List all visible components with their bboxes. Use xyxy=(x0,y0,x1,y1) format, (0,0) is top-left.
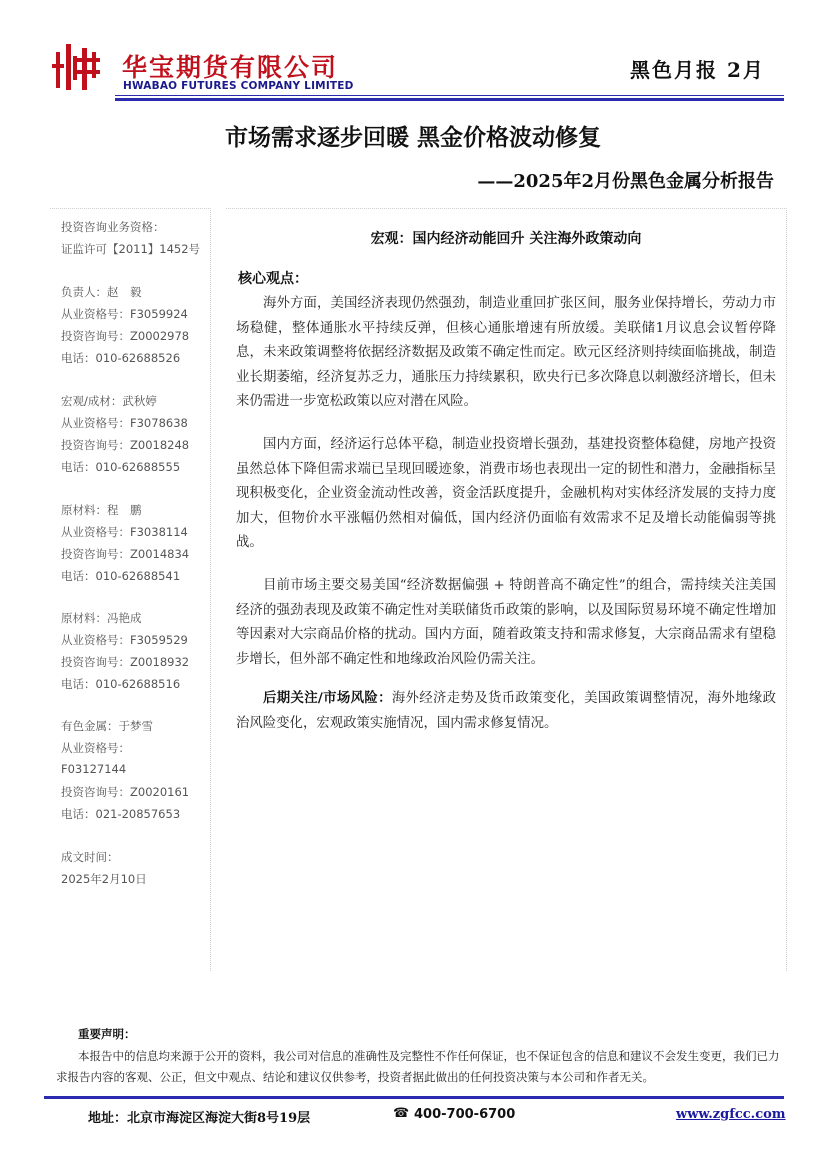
header-rule xyxy=(115,95,784,96)
contact-role: 宏观/成材：武秋婷 xyxy=(61,394,157,408)
contact-line: 电话：010-62688541 xyxy=(61,569,181,583)
contact-line: 从业资格号： xyxy=(61,741,130,755)
core-views-label: 核心观点： xyxy=(238,271,308,287)
contact-line: 电话：021-20857653 xyxy=(61,807,181,821)
contact-line: 电话：010-62688555 xyxy=(61,460,181,474)
footer-phone: 400-700-6700 xyxy=(414,1107,516,1122)
disclaimer-title: 重要声明： xyxy=(78,1027,136,1041)
date-value: 2025年2月10日 xyxy=(61,872,147,886)
paragraph: 国内方面，经济运行总体平稳，制造业投资增长强劲，基建投资整体稳健，房地产投资虽然总体下降但需求端已呈现回暖迹象，消费市场也表现出一定的韧性和潜力，金融指标呈现积极变化，企业资金流动性改善，资金活跃度提升，金融机构对实体经济发展的支持力度加大，但物价水平涨幅仍然相对偏低，国内经济仍面临有效需求不足及增长动能偏弱等挑战。 xyxy=(236,437,776,551)
contact-line: 电话：010-62688526 xyxy=(61,351,181,365)
license-label: 投资咨询业务资格： xyxy=(61,220,165,234)
contact-line: 投资咨询号：Z0002978 xyxy=(61,329,190,343)
contact-line: 从业资格号：F3078638 xyxy=(61,416,188,430)
page-title: 市场需求逐步回暖 黑金价格波动修复 xyxy=(224,124,601,151)
contact-line: F03127144 xyxy=(61,762,127,776)
contact-line: 投资咨询号：Z0018248 xyxy=(61,438,190,452)
paragraph: 目前市场主要交易美国“经济数据偏强 + 特朗普高不确定性”的组合，需持续关注美国经济的强劲表现及政策不确定性对美联储货币政策的影响，以及国际贸易环境不确定性增加等因素对大宗商品价格的扰动。国内方面，随着政策支持和需求修复，大宗商品需求有望稳步增长，但外部不确定性和地缘政治风险仍需关注。 xyxy=(236,578,776,667)
page-subtitle: ——2025年2月份黑色金属分析报告 xyxy=(477,171,774,192)
section-title: 宏观：国内经济动能回升 关注海外政策动向 xyxy=(370,231,642,247)
contact-line: 从业资格号：F3059924 xyxy=(61,307,188,321)
company-name-en: HWABAO FUTURES COMPANY LIMITED xyxy=(123,80,354,92)
telephone-icon: ☎ xyxy=(393,1106,410,1121)
paragraph: 海外方面，美国经济表现仍然强劲，制造业重回扩张区间，服务业保持增长，劳动力市场稳健，整体通胀水平持续反弹，但核心通胀增速有所放缓。美联储1月议息会议暂停降息，未来政策调整将依据经济数据及政策不确定性而定。欧元区经济则持续面临挑战，制造业长期萎缩，经济复苏乏力，通胀压力持续累积，欧央行已多次降息以刺激经济增长，但未来仍需进一步宽松政策以应对潜在风险。 xyxy=(236,296,776,410)
disclaimer-text: 本报告中的信息均来源于公开的资料，我公司对信息的准确性及完整性不作任何保证，也不保证包含的信息和建议不会发生变更，我们已力求报告内容的客观、公正，但文中观点、结论和建议仅供参考，投资者据此做出的任何投资决策与本公司和作者无关。 xyxy=(56,1049,780,1084)
report-body xyxy=(226,208,787,971)
footer-address: 地址：北京市海淀区海淀大街8号19层 xyxy=(88,1111,311,1126)
report-type: 黑色月报 2月 xyxy=(630,58,765,82)
contact-role: 有色金属：于梦雪 xyxy=(61,719,153,733)
contact-line: 投资咨询号：Z0020161 xyxy=(61,785,190,799)
footer-website-link[interactable]: www.zgfcc.com xyxy=(676,1107,786,1122)
company-name-cn: 华宝期货有限公司 xyxy=(122,53,339,82)
contact-role: 负责人：赵 毅 xyxy=(61,285,142,299)
header-rule-thick xyxy=(115,98,784,101)
sidebar-contacts xyxy=(50,208,211,971)
license-value: 证监许可【2011】1452号 xyxy=(61,242,201,256)
risk-paragraph xyxy=(236,686,776,736)
contact-role: 原材料：程 鹏 xyxy=(61,503,142,517)
contact-line: 投资咨询号：Z0018932 xyxy=(61,655,190,669)
contact-line: 投资咨询号：Z0014834 xyxy=(61,547,190,561)
contact-line: 从业资格号：F3059529 xyxy=(61,633,188,647)
footer-rule xyxy=(44,1096,784,1099)
contact-role: 原材料：冯艳成 xyxy=(61,611,142,625)
hwabao-logo-icon xyxy=(52,44,102,90)
contact-line: 电话：010-62688516 xyxy=(61,677,181,691)
risk-label: 后期关注/市场风险： xyxy=(263,690,392,706)
date-label: 成文时间： xyxy=(61,850,119,864)
contact-line: 从业资格号：F3038114 xyxy=(61,525,188,539)
risk-text: 海外经济走势及货币政策变化，美国政策调整情况，海外地缘政治风险变化，宏观政策实施情况，国内需求修复情况。 xyxy=(236,691,776,731)
